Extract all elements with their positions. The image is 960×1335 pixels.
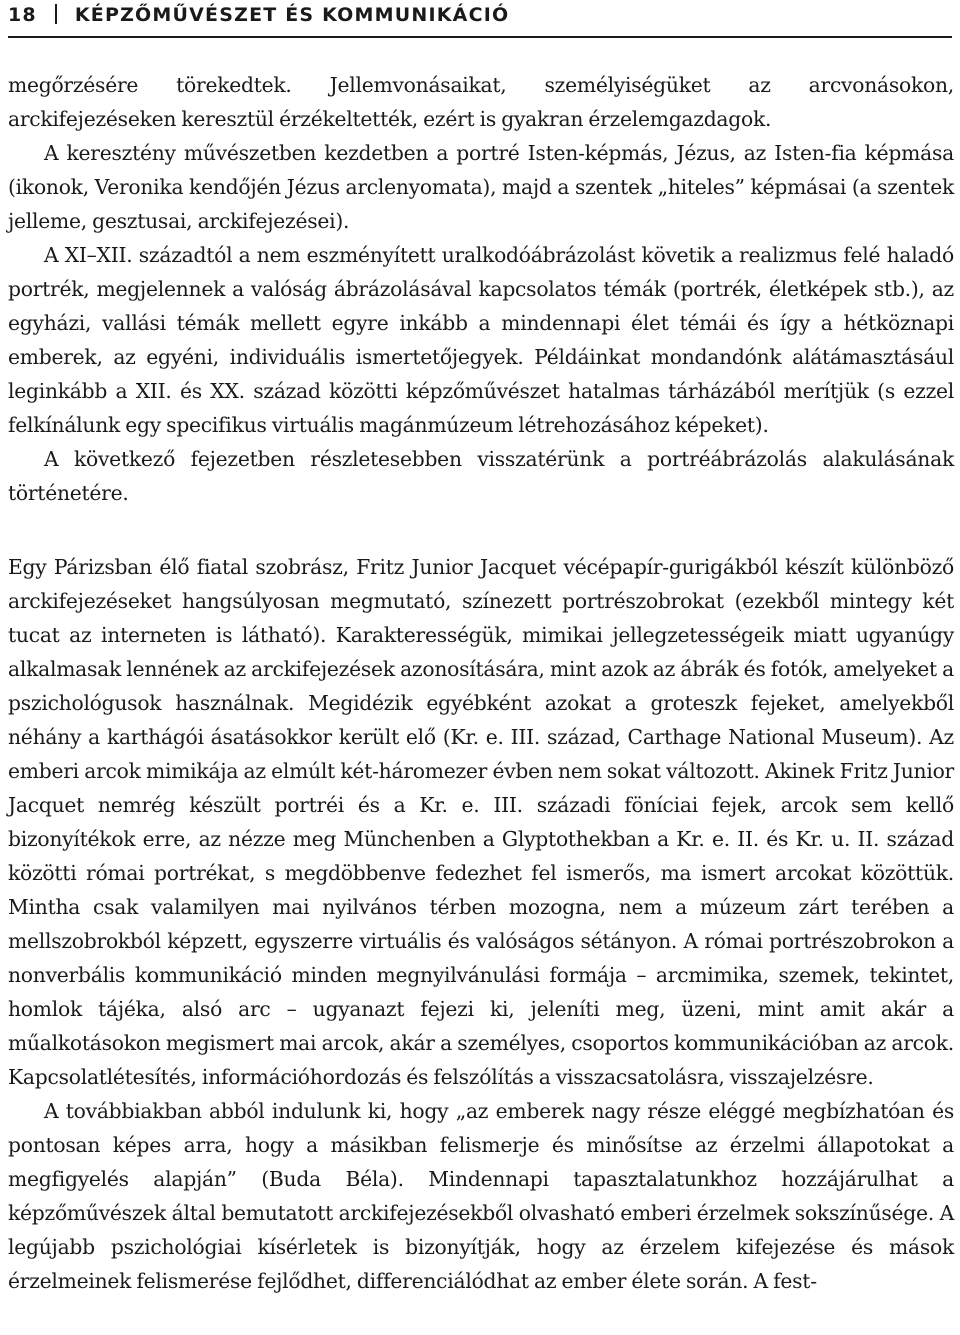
paragraph-3: A XI–XII. századtól a nem eszményített uralkodóábrázolást követik a realizmus felé haladó portrék, megjelennek a valóság ábrázolásával kapcsolatos témák (portrék, életképek stb.), az egyházi, vallási témák mellett egyre inkább a mindennapi élet témái és így a hétköznapi emberek, az egyéni, individuális ismertetőjegyek. Példáinkat mondandónk alátámasztásául leginkább a XII. és XX. század közötti képzőművészet hatalmas tárházából merítjük (s ezzel felkínálunk egy specifikus virtuális magánmúzeum létrehozásához képeket). [8,243,954,437]
paragraph-1: megőrzésére törekedtek. Jellemvonásaikat, személyiségüket az arcvonásokon, arckifejezéseken keresztül érzékeltették, ezért is gyakran érzelemgazdagok. [8,73,954,131]
page-number: 18 [8,4,37,26]
running-header [8,0,952,38]
paragraph-2: A keresztény művészetben kezdetben a portré Isten-képmás, Jézus, az Isten-fia képmása (ikonok, Veronika kendőjén Jézus arclenyomata), majd a szentek „hiteles” képmásai (a szentek jelleme, gesztusai, arckifejezései). [8,141,954,233]
header-divider [55,4,57,24]
running-title: KÉPZŐMŰVÉSZET ÉS KOMMUNIKÁCIÓ [74,4,510,26]
paragraph-5: Egy Párizsban élő fiatal szobrász, Fritz Junior Jacquet vécépapír-gurigákból készít különböző arckifejezéseket hangsúlyosan megmutató, színezett portrészobrokat (ezekből mintegy két tucat az interneten is látható). Karakterességük, mimikai jellegzetességeik miatt ugyanúgy alkalmasak lennének az arckifejezések azonosítására, mint azok az ábrák és fotók, amelyeket a pszichológusok használnak. Megidézik egyébként azokat a groteszk fejeket, amelyekből néhány a karthágói ásatásokkor került elő (Kr. e. III. század, Carthage National Museum). Az emberi arcok mimikája az elmúlt két-háromezer évben nem sokat változott. Akinek Fritz Junior Jacquet nemrég készült portréi és a Kr. e. III. századi föníciai fejek, arcok sem kellő bizonyítékok erre, az nézze meg Münchenben a Glyptothekban a Kr. e. II. és Kr. u. II. század közötti római portrékat, s megdöbbenve fedezhet fel ismerős, ma ismert arcokat közöttük. Mintha csak valamilyen mai nyilvános térben mozogna, nem a múzeum zárt terében a mellszobrokból képzett, egyszerre virtuális és valóságos sétányon. A római portrészobrokon a nonverbális kommunikáció minden megnyilvánulási formája – arcmimika, szemek, tekintet, homlok tájéka, alsó arc – ugyanazt fejezi ki, jeleníti meg, üzeni, mint amit akár a műalkotásokon megismert mai arcok, akár a személyes, csoportos kommunikációban az arcok. Kapcsolatlétesítés, információhordozás és felszólítás a visszacsatolásra, visszajelzésre. [8,555,954,1089]
section-gap [8,510,954,550]
page-body [8,68,954,1298]
paragraph-4: A következő fejezetben részletesebben visszatérünk a portréábrázolás alakulásának történetére. [8,447,954,505]
paragraph-6: A továbbiakban abból indulunk ki, hogy „az emberek nagy része eléggé megbízhatóan és pontosan képes arra, hogy a másikban felismerje és minősítse az érzelmi állapotokat a megfigyelés alapján” (Buda Béla). Mindennapi tapasztalatunkhoz hozzájárulhat a képzőművészek által bemutatott arckifejezésekből olvasható emberi érzelmek sokszínűsége. A legújabb pszichológiai kísérletek is bizonyítják, hogy az érzelem kifejezése és mások érzelmeinek felismerése fejlődhet, differenciálódhat az ember élete során. A fest- [8,1099,954,1293]
